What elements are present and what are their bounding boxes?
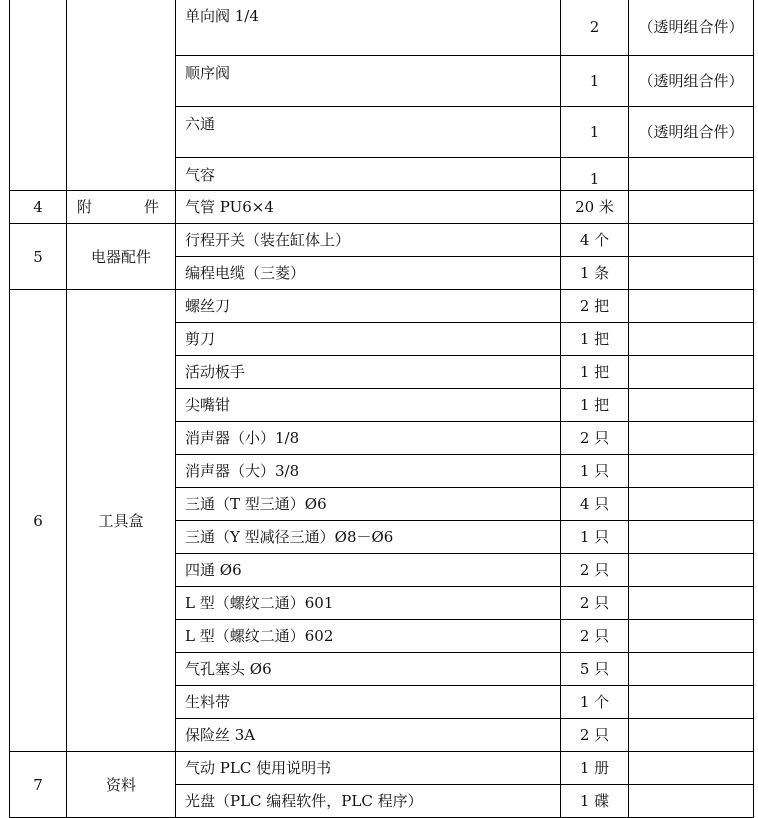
table-row: [10, 752, 754, 785]
item-quantity: 2 只: [561, 719, 629, 752]
item-name: 消声器（小）1/8: [176, 422, 561, 455]
item-quantity: 1: [561, 56, 629, 107]
item-quantity: 2 只: [561, 587, 629, 620]
item-name: 顺序阀: [176, 56, 561, 107]
item-name: 光盘（PLC 编程软件，PLC 程序）: [176, 785, 561, 818]
item-quantity: 2 只: [561, 422, 629, 455]
item-name: 消声器（大）3/8: [176, 455, 561, 488]
item-name: 尖嘴钳: [176, 389, 561, 422]
item-note: [629, 290, 754, 323]
item-note: （透明组合件）: [629, 0, 754, 56]
category-cell: [67, 0, 176, 191]
item-note: （透明组合件）: [629, 56, 754, 107]
row-number: 7: [10, 752, 67, 818]
item-quantity: 1 把: [561, 389, 629, 422]
item-quantity: 1: [561, 158, 629, 191]
item-name: 四通 Ø6: [176, 554, 561, 587]
row-number-cell: [10, 0, 67, 191]
row-number: 6: [10, 290, 67, 752]
item-name: 气孔塞头 Ø6: [176, 653, 561, 686]
table-row: [10, 191, 754, 224]
item-note: [629, 785, 754, 818]
item-quantity: 1 碟: [561, 785, 629, 818]
category-label: 附件: [67, 191, 176, 224]
item-quantity: 1 只: [561, 455, 629, 488]
item-note: [629, 719, 754, 752]
item-note: [629, 257, 754, 290]
item-note: [629, 521, 754, 554]
item-note: [629, 752, 754, 785]
item-quantity: 2 只: [561, 554, 629, 587]
item-name: 螺丝刀: [176, 290, 561, 323]
item-note: [629, 488, 754, 521]
item-quantity: 2 只: [561, 620, 629, 653]
item-quantity: 1: [561, 107, 629, 158]
item-note: [629, 191, 754, 224]
item-name: 气容: [176, 158, 561, 191]
item-note: [629, 653, 754, 686]
equipment-list-table: [9, 0, 754, 818]
table-row: [10, 290, 754, 323]
item-quantity: 4 个: [561, 224, 629, 257]
category-label: 电器配件: [67, 224, 176, 290]
item-name: 单向阀 1/4: [176, 0, 561, 56]
item-name: 气管 PU6×4: [176, 191, 561, 224]
item-quantity: 4 只: [561, 488, 629, 521]
item-quantity: 1 个: [561, 686, 629, 719]
item-note: [629, 455, 754, 488]
item-note: [629, 686, 754, 719]
item-name: 三通（T 型三通）Ø6: [176, 488, 561, 521]
item-name: 剪刀: [176, 323, 561, 356]
item-name: 生料带: [176, 686, 561, 719]
item-note: [629, 158, 754, 191]
item-note: （透明组合件）: [629, 107, 754, 158]
category-label: 工具盒: [67, 290, 176, 752]
item-quantity: 1 把: [561, 356, 629, 389]
item-note: [629, 587, 754, 620]
item-quantity: 5 只: [561, 653, 629, 686]
item-name: 三通（Y 型减径三通）Ø8－Ø6: [176, 521, 561, 554]
category-label: 资料: [67, 752, 176, 818]
item-name: 编程电缆（三菱）: [176, 257, 561, 290]
item-note: [629, 356, 754, 389]
table-row: [10, 224, 754, 257]
item-name: 保险丝 3A: [176, 719, 561, 752]
item-name: 气动 PLC 使用说明书: [176, 752, 561, 785]
item-name: L 型（螺纹二通）602: [176, 620, 561, 653]
row-number: 5: [10, 224, 67, 290]
item-quantity: 2: [561, 0, 629, 56]
item-name: 活动板手: [176, 356, 561, 389]
item-name: L 型（螺纹二通）601: [176, 587, 561, 620]
item-quantity: 1 条: [561, 257, 629, 290]
row-number: 4: [10, 191, 67, 224]
item-name: 六通: [176, 107, 561, 158]
item-note: [629, 620, 754, 653]
item-quantity: 2 把: [561, 290, 629, 323]
item-note: [629, 422, 754, 455]
item-quantity: 20 米: [561, 191, 629, 224]
item-note: [629, 224, 754, 257]
item-quantity: 1 册: [561, 752, 629, 785]
item-quantity: 1 把: [561, 323, 629, 356]
item-note: [629, 554, 754, 587]
item-quantity: 1 只: [561, 521, 629, 554]
item-note: [629, 389, 754, 422]
item-note: [629, 323, 754, 356]
table-row: [10, 0, 754, 56]
item-name: 行程开关（装在缸体上）: [176, 224, 561, 257]
